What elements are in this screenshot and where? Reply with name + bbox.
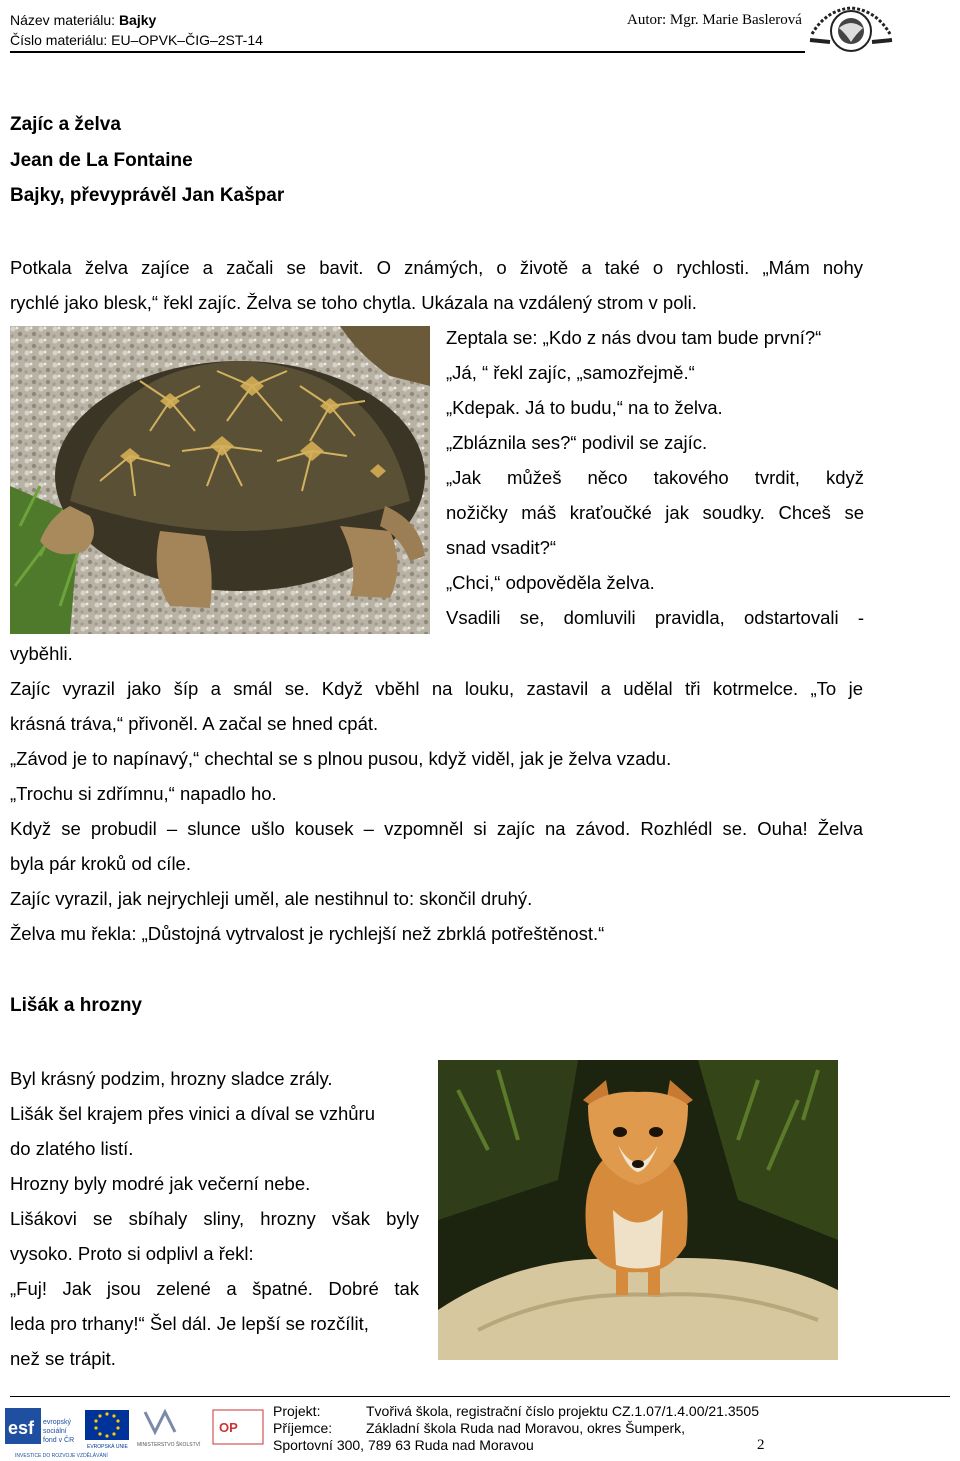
page-number: 2: [757, 1437, 765, 1453]
svg-text:INVESTICE DO ROZVOJE VZDĚLÁVÁN: INVESTICE DO ROZVOJE VZDĚLÁVÁNÍ: [15, 1453, 108, 1459]
svg-text:sociální: sociální: [43, 1428, 67, 1435]
story1-body-line: Když se probudil – slunce ušlo kousek – vzpomněl si zajíc na závod. Rozhlédl se. Ouha! Želva: [10, 818, 863, 839]
story1-body-line: Zajíc vyrazil, jak nejrychleji uměl, ale nestihnul to: skončil druhý.: [10, 888, 533, 909]
material-number: EU–OPVK–ČIG–2ST-14: [111, 32, 263, 48]
footer-project-label: Projekt:: [273, 1403, 321, 1419]
footer-project: Tvořivá škola, registrační číslo projektu CZ.1.07/1.4.00/21.3505: [366, 1403, 759, 1419]
svg-text:EVROPSKÁ UNIE: EVROPSKÁ UNIE: [87, 1444, 128, 1450]
header-material-info: [10, 10, 263, 50]
fox-photo: [438, 1060, 838, 1360]
story1-side-line: Vsadili se, domluvili pravidla, odstartovali -: [446, 607, 864, 628]
header-rule: [10, 51, 805, 53]
story1-body-line: byla pár kroků od cíle.: [10, 853, 191, 874]
story1-side-line: Zeptala se: „Kdo z nás dvou tam bude první?“: [446, 327, 822, 348]
story1-intro: [10, 250, 863, 320]
material-name: Bajky: [118, 12, 157, 28]
story2-line: leda pro trhany!“ Šel dál. Je lepší se rozčílit,: [10, 1313, 369, 1334]
story2-line: než se trápit.: [10, 1348, 116, 1369]
story1-side-line: snad vsadit?“: [446, 537, 557, 558]
header-author: Autor: Mgr. Marie Baslerová: [627, 12, 802, 28]
story1-side-text: [446, 320, 864, 635]
story1-body: [10, 636, 863, 951]
story1-body-line: Zajíc vyrazil jako šíp a smál se. Když vběhl na louku, zastavil a udělal tři kotrmelce. „To je: [10, 678, 863, 699]
footer-rule: [10, 1396, 950, 1397]
story1-title: Zajíc a želva: [10, 114, 121, 135]
story2-text: [10, 1061, 419, 1376]
story1-author: Jean de La Fontaine: [10, 150, 193, 171]
eu-funding-logos: [5, 1402, 270, 1460]
footer-recipient-label: Příjemce:: [273, 1420, 333, 1436]
story1-side-line: „Zbláznila ses?“ podivil se zajíc.: [446, 432, 708, 453]
footer-recipient: Základní škola Ruda nad Moravou, okres Šumperk,: [366, 1420, 686, 1436]
story1-side-line: „Já, “ řekl zajíc, „samozřejmě.“: [446, 362, 695, 383]
story2-title: Lišák a hrozny: [10, 995, 142, 1016]
story1-source: Bajky, převyprávěl Jan Kašpar: [10, 185, 285, 206]
story2-line: Hrozny byly modré jak večerní nebe.: [10, 1173, 311, 1194]
story1-side-line: nožičky máš kraťoučké jak soudky. Chceš se: [446, 502, 864, 523]
story2-line: do zlatého listí.: [10, 1138, 134, 1159]
school-logo: [806, 4, 896, 54]
story1-body-line: vyběhli.: [10, 643, 73, 664]
story2-line: Lišák šel krajem přes vinici a díval se vzhůru: [10, 1103, 376, 1124]
svg-text:MINISTERSTVO ŠKOLSTVÍ: MINISTERSTVO ŠKOLSTVÍ: [137, 1442, 201, 1448]
svg-text:OP: OP: [219, 1420, 238, 1435]
story1-side-line: „Chci,“ odpověděla želva.: [446, 572, 655, 593]
story1-body-line: Želva mu řekla: „Důstojná vytrvalost je rychlejší než zbrklá potřeštěnost.“: [10, 923, 605, 944]
story1-side-line: „Kdepak. Já to budu,“ na to želva.: [446, 397, 723, 418]
svg-text:fond v ČR: fond v ČR: [43, 1437, 75, 1444]
story1-intro-line: rychlé jako blesk,“ řekl zajíc. Želva se toho chytla. Ukázala na vzdálený strom v poli.: [10, 292, 697, 313]
material-number-label: Číslo materiálu:: [10, 32, 108, 48]
story2-line: Lišákovi se sbíhaly sliny, hrozny však byly: [10, 1208, 419, 1229]
svg-text:esf: esf: [8, 1418, 35, 1438]
material-name-label: Název materiálu:: [10, 12, 116, 28]
story2-line: „Fuj! Jak jsou zelené a špatné. Dobré tak: [10, 1278, 419, 1299]
story1-body-line: „Závod je to napínavý,“ chechtal se s plnou pusou, když viděl, jak je želva vzadu.: [10, 748, 672, 769]
story1-side-line: „Jak můžeš něco takového tvrdit, když: [446, 467, 864, 488]
story1-body-line: krásná tráva,“ přivoněl. A začal se hned cpát.: [10, 713, 379, 734]
tortoise-photo: [10, 326, 430, 634]
story1-intro-line: Potkala želva zajíce a začali se bavit. O známých, o životě a také o rychlosti. „Mám nohy: [10, 257, 863, 278]
story2-line: Byl krásný podzim, hrozny sladce zrály.: [10, 1068, 333, 1089]
svg-text:evropský: evropský: [43, 1419, 72, 1426]
story2-line: vysoko. Proto si odplivl a řekl:: [10, 1243, 254, 1264]
story1-body-line: „Trochu si zdřímnu,“ napadlo ho.: [10, 783, 277, 804]
footer-address: Sportovní 300, 789 63 Ruda nad Moravou: [273, 1437, 534, 1453]
